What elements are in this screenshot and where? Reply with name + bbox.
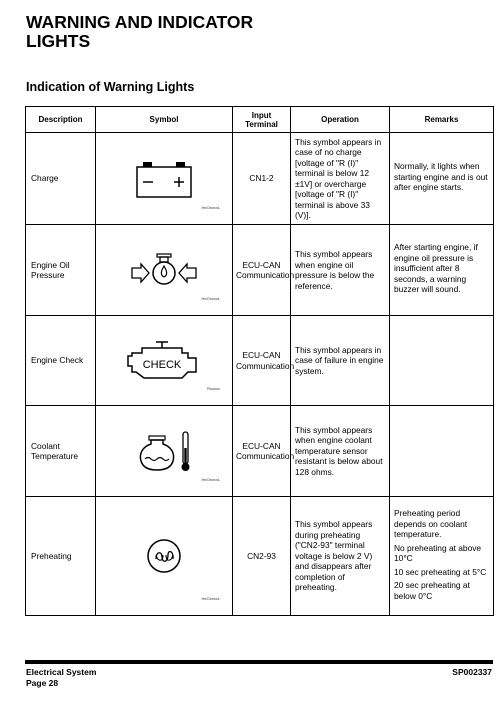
input-terminal-cell: ECU-CAN Communication [233,316,291,406]
input-terminal-cell: CN1-2 [233,133,291,225]
remark-text: 20 sec preheating at below 0°C [394,580,470,601]
symbol-code: HeOxxxxL [201,205,220,210]
table-header-row [26,107,494,133]
symbol-cell [96,225,233,316]
title-line-2: LIGHTS [26,31,91,51]
operation-cell: This symbol appears during preheating ("CN2-93" terminal voltage is below 2 V) and disappears after completion of preheating. [291,497,390,616]
remark-text: After starting engine, if engine oil pressure is insufficient after 8 seconds, a warning buzzer will sound. [394,242,478,295]
symbol-code: HeOxxxxL [201,596,220,601]
table-row-preheating [26,497,494,616]
symbol-code: HeOxxxxL [201,477,220,482]
column-header-operation: Operation [291,107,390,133]
operation-cell: This symbol appears when engine coolant temperature sensor resistant is below about 128 ohms. [291,406,390,497]
symbol-cell [96,497,233,616]
table-row-coolant-temperature [26,406,494,497]
symbol-cell [96,406,233,497]
remarks-cell [390,225,494,316]
remarks-cell [390,316,494,406]
column-header-input-terminal: Input Terminal [233,107,291,133]
input-terminal-cell: CN2-93 [233,497,291,616]
footer-divider [25,660,493,664]
remarks-cell [390,133,494,225]
warning-lights-table [25,106,494,616]
footer-section-name: Electrical System [26,667,97,677]
title-line-1: WARNING AND INDICATOR [26,12,254,32]
symbol-code: HeOxxxxL [201,296,220,301]
remark-text: No preheating at above 10°C [394,542,482,563]
symbol-cell [96,316,233,406]
battery-icon [96,157,232,201]
table-row-charge [26,133,494,225]
remark-text: Preheating period depends on coolant temperature. [394,508,468,539]
footer-document-id: SP002337 [452,667,492,677]
operation-cell: This symbol appears in case of no charge [voltage of "R (I)" terminal is below 12 ±1V] or overcharge [voltage of "R (I)" terminal is above 33 (V)]. [291,133,390,225]
table-row-engine-oil-pressure [26,225,494,316]
oil-pressure-icon [96,246,232,294]
table-row-engine-check [26,316,494,406]
symbol-cell [96,133,233,225]
description-cell: Engine Oil Pressure [26,225,96,316]
description-cell: Engine Check [26,316,96,406]
section-subtitle: Indication of Warning Lights [26,80,195,94]
description-cell: Coolant Temperature [26,406,96,497]
column-header-symbol: Symbol [96,107,233,133]
coolant-temperature-icon [96,426,232,476]
remarks-cell [390,497,494,616]
input-terminal-cell: ECU-CAN Communication [233,225,291,316]
footer-section-info [26,667,96,689]
footer-page-number: Page 28 [26,678,59,688]
column-header-remarks: Remarks [390,107,494,133]
remark-text: 10 sec preheating at 5°C [394,566,487,577]
remarks-cell [390,406,494,497]
check-engine-icon-text: CHECK [142,358,182,371]
column-header-description: Description [26,107,96,133]
symbol-code: Rxxxxx [207,386,220,391]
check-engine-icon [96,338,232,384]
description-cell: Preheating [26,497,96,616]
input-terminal-cell: ECU-CAN Communication [233,406,291,497]
operation-cell: This symbol appears in case of failure in engine system. [291,316,390,406]
description-cell: Charge [26,133,96,225]
remark-text: Normally, it lights when starting engine and is out after engine starts. [394,161,488,193]
page-title [26,13,326,51]
operation-cell: This symbol appears when engine oil pressure is below the reference. [291,225,390,316]
preheating-coil-icon [96,531,232,581]
